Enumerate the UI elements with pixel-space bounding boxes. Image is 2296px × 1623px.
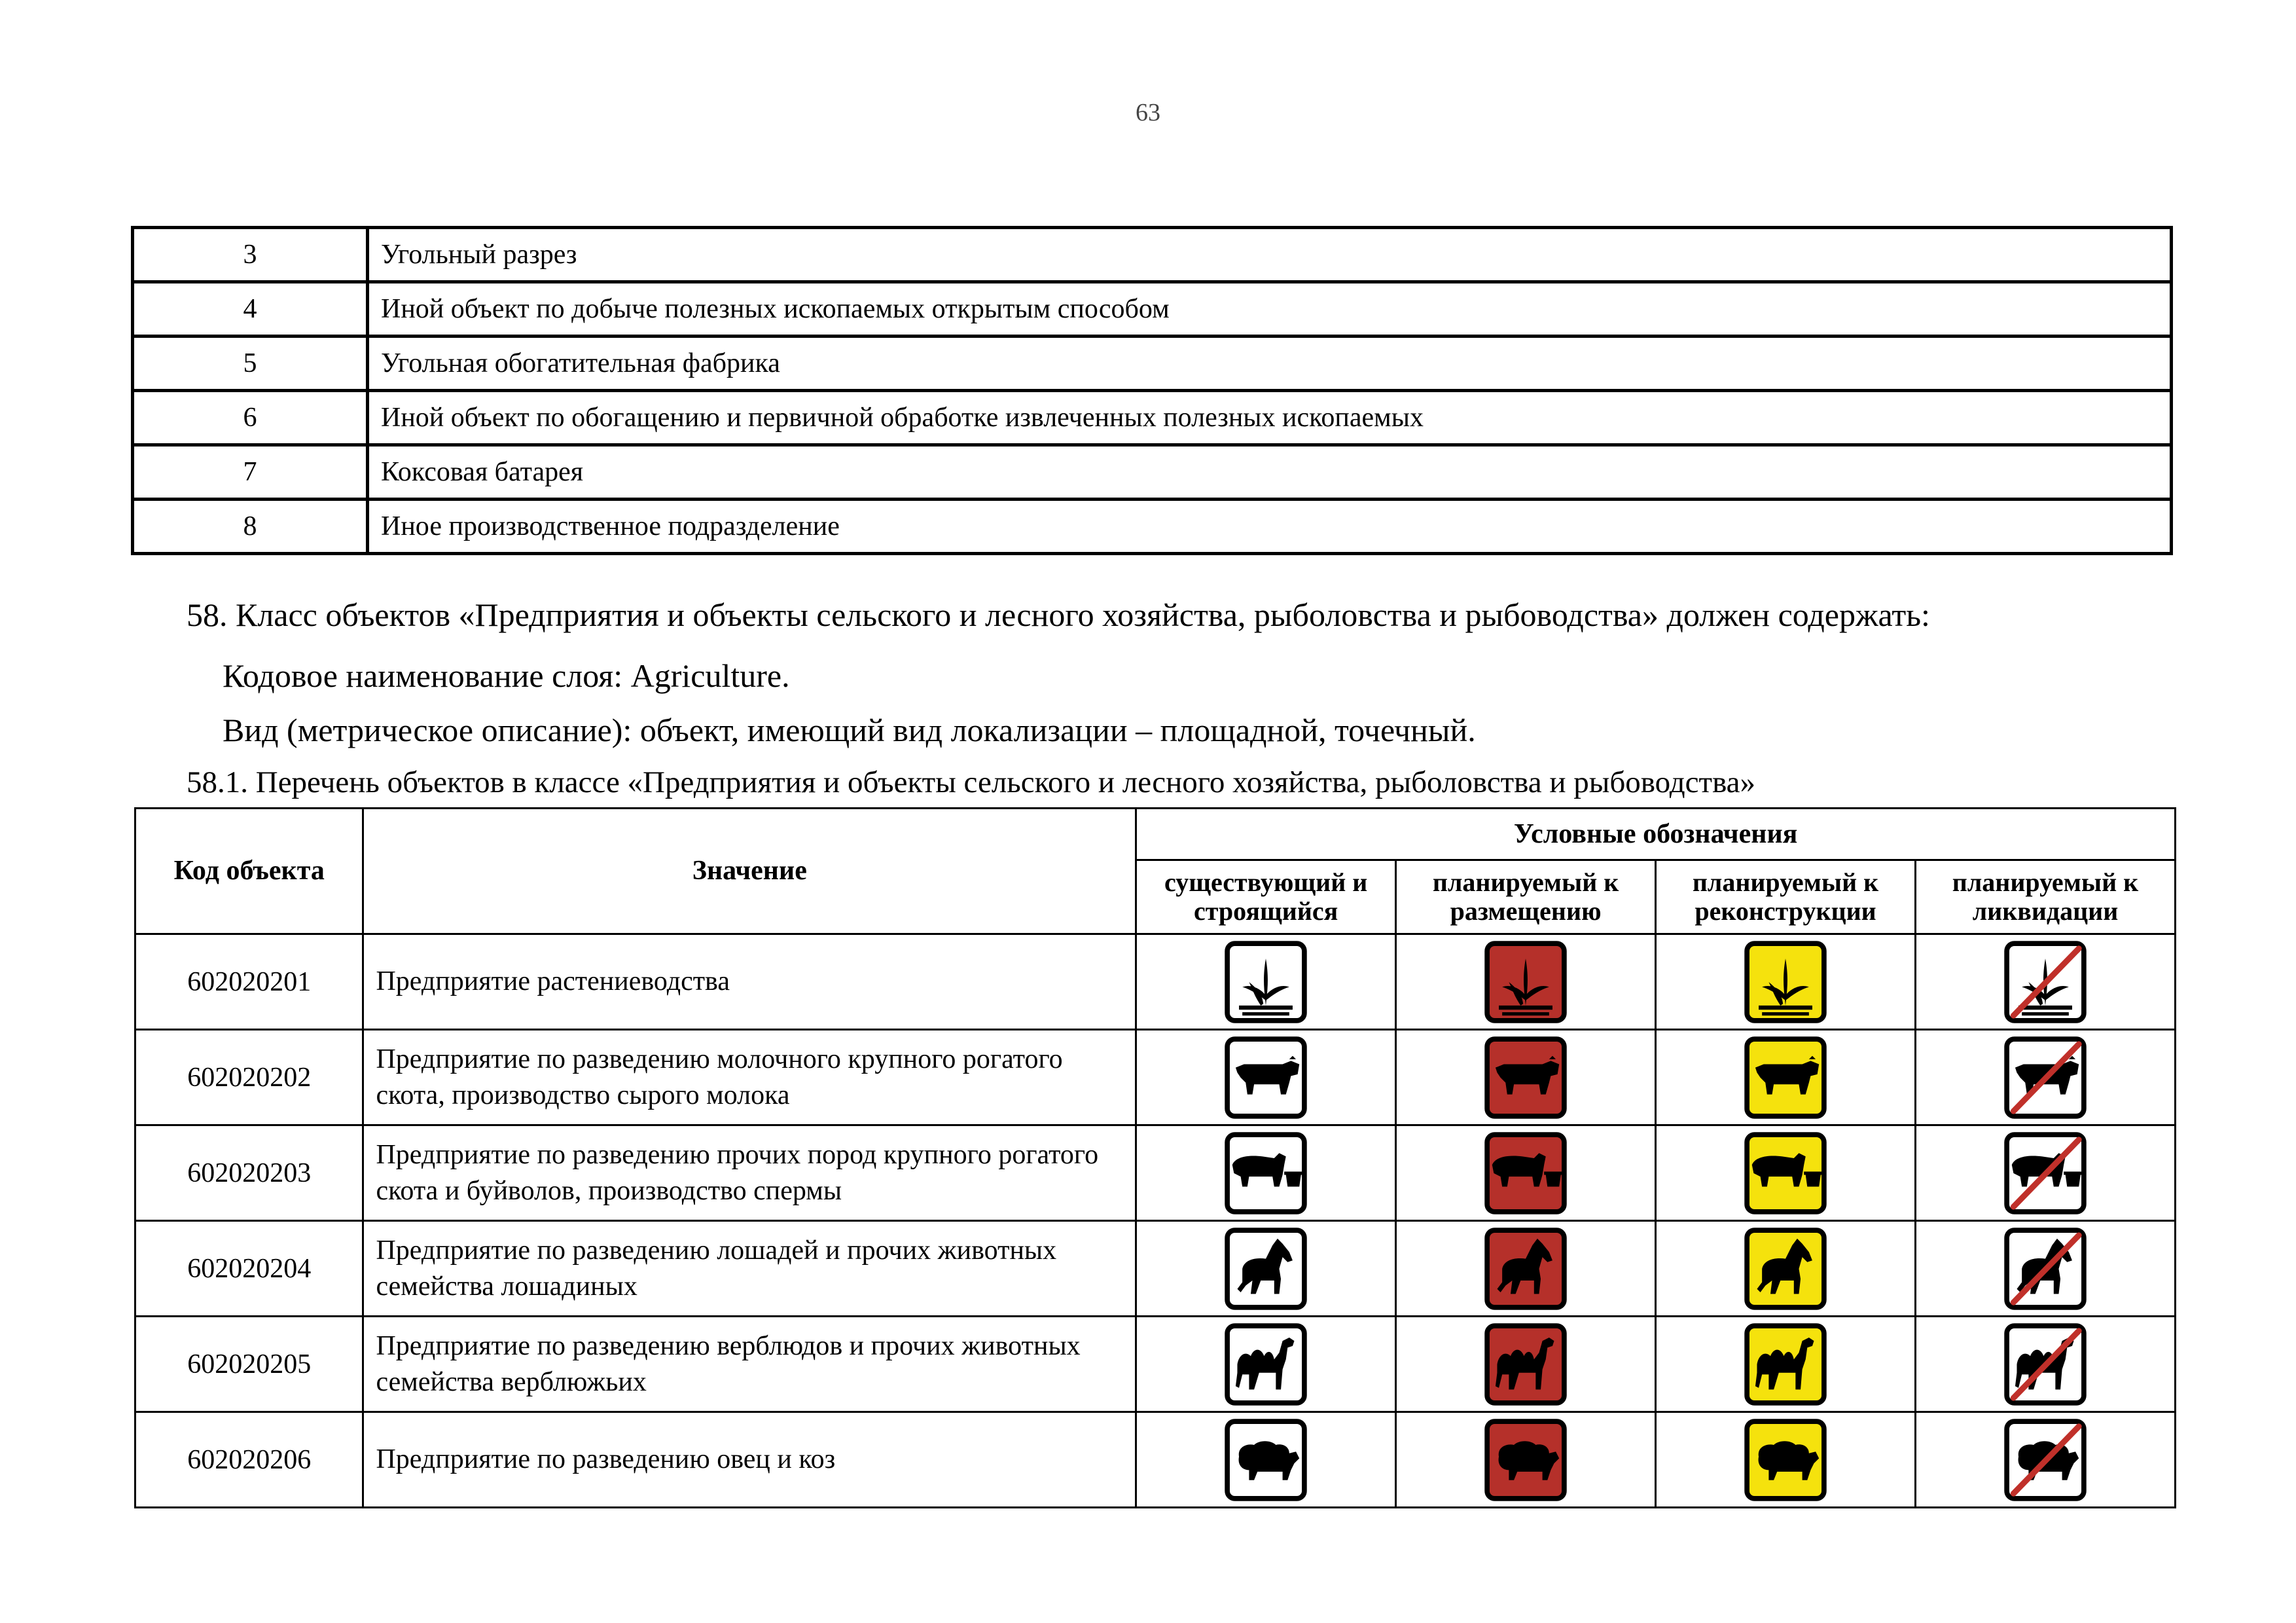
row-number: 8 bbox=[133, 500, 368, 554]
symbol-planned-reconstruction bbox=[1744, 1131, 1827, 1215]
object-description: Предприятие по разведению прочих пород крупного рогатого скота и буйволов, производство спермы bbox=[363, 1125, 1136, 1221]
symbol-existing-cell bbox=[1136, 1030, 1396, 1125]
symbol-planned-reconstruction-cell bbox=[1656, 1221, 1916, 1317]
symbol-existing-cell bbox=[1136, 1125, 1396, 1221]
symbol-planned-reconstruction-cell bbox=[1656, 1030, 1916, 1125]
agriculture-objects-table bbox=[134, 807, 2176, 1508]
symbol-planned-reconstruction-cell bbox=[1656, 1125, 1916, 1221]
object-description: Предприятие по разведению верблюдов и прочих животных семейства верблюжьих bbox=[363, 1317, 1136, 1412]
header-existing: существующий и строящийся bbox=[1136, 860, 1396, 934]
symbol-planned-reconstruction-cell bbox=[1656, 934, 1916, 1030]
header-planned-reconstruction: планируемый к реконструкции bbox=[1656, 860, 1916, 934]
symbol-planned-reconstruction-cell bbox=[1656, 1412, 1916, 1508]
symbol-planned-placement-cell bbox=[1396, 1221, 1656, 1317]
row-number: 4 bbox=[133, 282, 368, 337]
symbol-planned-placement-cell bbox=[1396, 1030, 1656, 1125]
symbol-existing bbox=[1224, 1036, 1308, 1120]
header-code: Код объекта bbox=[135, 809, 363, 934]
symbol-planned-liquidation-cell bbox=[1916, 1221, 2176, 1317]
symbol-existing-cell bbox=[1136, 1317, 1396, 1412]
row-text: Коксовая батарея bbox=[368, 445, 2172, 500]
object-code: 602020201 bbox=[135, 934, 363, 1030]
symbol-existing-cell bbox=[1136, 934, 1396, 1030]
symbol-planned-reconstruction bbox=[1744, 1227, 1827, 1311]
header-value: Значение bbox=[363, 809, 1136, 934]
object-code: 602020204 bbox=[135, 1221, 363, 1317]
symbol-planned-placement-cell bbox=[1396, 1317, 1656, 1412]
row-number: 5 bbox=[133, 337, 368, 391]
symbol-planned-placement bbox=[1484, 1036, 1568, 1120]
symbol-planned-liquidation-cell bbox=[1916, 1125, 2176, 1221]
symbol-planned-liquidation-cell bbox=[1916, 934, 2176, 1030]
row-number: 6 bbox=[133, 391, 368, 445]
table-row bbox=[135, 1221, 2176, 1317]
symbol-planned-reconstruction bbox=[1744, 940, 1827, 1024]
symbol-planned-liquidation-cell bbox=[1916, 1412, 2176, 1508]
table-row bbox=[133, 500, 2172, 554]
symbol-existing bbox=[1224, 940, 1308, 1024]
row-text: Иной объект по обогащению и первичной обработке извлеченных полезных ископаемых bbox=[368, 391, 2172, 445]
symbol-planned-liquidation bbox=[2003, 940, 2087, 1024]
symbol-planned-liquidation-cell bbox=[1916, 1030, 2176, 1125]
symbol-existing bbox=[1224, 1227, 1308, 1311]
row-text: Иной объект по добыче полезных ископаемых открытым способом bbox=[368, 282, 2172, 337]
table-row bbox=[133, 391, 2172, 445]
object-description: Предприятие растениеводства bbox=[363, 934, 1136, 1030]
table-row bbox=[135, 1030, 2176, 1125]
symbol-existing bbox=[1224, 1131, 1308, 1215]
object-code: 602020202 bbox=[135, 1030, 363, 1125]
symbol-planned-liquidation bbox=[2003, 1131, 2087, 1215]
table-row bbox=[135, 1317, 2176, 1412]
table-row bbox=[133, 228, 2172, 282]
object-description: Предприятие по разведению овец и коз bbox=[363, 1412, 1136, 1508]
symbol-planned-reconstruction bbox=[1744, 1418, 1827, 1502]
symbol-planned-placement bbox=[1484, 1322, 1568, 1406]
object-code: 602020206 bbox=[135, 1412, 363, 1508]
symbol-existing-cell bbox=[1136, 1412, 1396, 1508]
symbol-planned-reconstruction bbox=[1744, 1036, 1827, 1120]
symbol-planned-liquidation-cell bbox=[1916, 1317, 2176, 1412]
symbol-existing bbox=[1224, 1418, 1308, 1502]
symbol-planned-placement bbox=[1484, 1418, 1568, 1502]
symbol-planned-liquidation bbox=[2003, 1227, 2087, 1311]
symbol-planned-reconstruction bbox=[1744, 1322, 1827, 1406]
table-row bbox=[133, 337, 2172, 391]
object-code: 602020203 bbox=[135, 1125, 363, 1221]
row-text: Угольная обогатительная фабрика bbox=[368, 337, 2172, 391]
symbol-existing-cell bbox=[1136, 1221, 1396, 1317]
table-row bbox=[135, 1125, 2176, 1221]
row-text: Угольный разрез bbox=[368, 228, 2172, 282]
symbol-planned-placement-cell bbox=[1396, 1412, 1656, 1508]
symbol-planned-placement bbox=[1484, 1131, 1568, 1215]
mining-objects-table bbox=[131, 226, 2173, 555]
section-58-heading: 58. Класс объектов «Предприятия и объекты сельского и лесного хозяйства, рыболовства и рыбоводства» должен содержать: bbox=[187, 596, 1930, 633]
symbol-planned-placement-cell bbox=[1396, 934, 1656, 1030]
table-row bbox=[133, 282, 2172, 337]
symbol-planned-placement bbox=[1484, 940, 1568, 1024]
symbol-existing bbox=[1224, 1322, 1308, 1406]
symbol-planned-placement-cell bbox=[1396, 1125, 1656, 1221]
symbol-planned-placement bbox=[1484, 1227, 1568, 1311]
row-number: 7 bbox=[133, 445, 368, 500]
table-row bbox=[135, 934, 2176, 1030]
row-number: 3 bbox=[133, 228, 368, 282]
metric-description-line: Вид (метрическое описание): объект, имеющий вид локализации – площадной, точечный. bbox=[223, 712, 1476, 748]
page-number: 63 bbox=[1136, 99, 1160, 126]
section-58-1-heading: 58.1. Перечень объектов в классе «Предприятия и объекты сельского и лесного хозяйства, рыболовства и рыбоводства» bbox=[187, 765, 1755, 799]
object-description: Предприятие по разведению молочного крупного рогатого скота, производство сырого молока bbox=[363, 1030, 1136, 1125]
symbol-planned-liquidation bbox=[2003, 1036, 2087, 1120]
table-row bbox=[133, 445, 2172, 500]
layer-code-line: Кодовое наименование слоя: Agriculture. bbox=[223, 657, 790, 694]
table-row bbox=[135, 1412, 2176, 1508]
header-planned-placement: планируемый к размещению bbox=[1396, 860, 1656, 934]
object-description: Предприятие по разведению лошадей и прочих животных семейства лошадиных bbox=[363, 1221, 1136, 1317]
header-planned-liquidation: планируемый к ликвидации bbox=[1916, 860, 2176, 934]
symbol-planned-reconstruction-cell bbox=[1656, 1317, 1916, 1412]
object-code: 602020205 bbox=[135, 1317, 363, 1412]
row-text: Иное производственное подразделение bbox=[368, 500, 2172, 554]
header-symbols: Условные обозначения bbox=[1136, 809, 2176, 860]
symbol-planned-liquidation bbox=[2003, 1322, 2087, 1406]
symbol-planned-liquidation bbox=[2003, 1418, 2087, 1502]
